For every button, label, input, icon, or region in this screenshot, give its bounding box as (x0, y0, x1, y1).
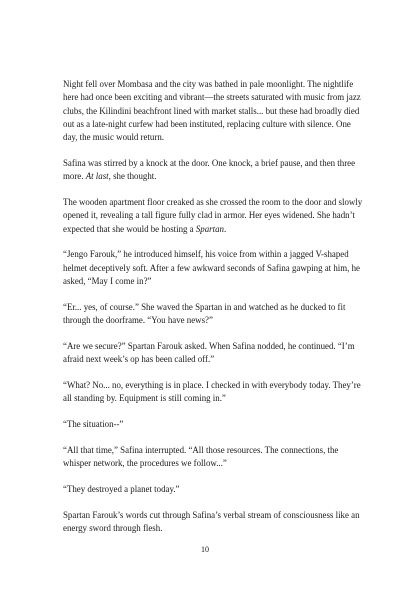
page-number: 10 (201, 545, 209, 554)
text-run: “They destroyed a planet today.” (63, 484, 180, 495)
text-run: “All that time,” Safina interrupted. “All those resources. The connections, the whisper network, the procedures we follow...” (63, 444, 339, 469)
paragraph (63, 157, 363, 184)
paragraph (63, 444, 363, 471)
paragraph (63, 340, 363, 367)
italic-text-run: Spartan (195, 223, 224, 234)
text-run: Safina was stirred by a knock at the door. One knock, a brief pause, and then three more. (63, 157, 356, 182)
text-run: “Jengo Farouk,” he introduced himself, his voice from within a jagged V-shaped helmet deceptively soft. After a few awkward seconds of Safina gawping at him, he asked, “May I come in?” (63, 249, 360, 287)
text-run: “What? No... no, everything is in place. I checked in with everybody today. They’re all standing by. Equipment is still coming in.” (63, 380, 361, 404)
text-run: “Er... yes, of course.” She waved the Spartan in and watched as he ducked to fit through the doorframe. “You have news?” (63, 301, 346, 326)
paragraph (63, 483, 363, 496)
text-run: “The situation--” (63, 419, 124, 430)
paragraph (63, 509, 363, 536)
text-run: “Are we secure?” Spartan Farouk asked. When Safina nodded, he continued. “I’m afraid next week’s op has been called off.” (63, 340, 355, 365)
paragraph (63, 196, 363, 236)
paragraph (63, 418, 363, 431)
text-run: , she thought. (108, 171, 157, 182)
text-run: Night fell over Mombasa and the city was bathed in pale moonlight. The nightlife here had once been exciting and vibrant—the streets saturated with music from jazz clubs, the Kilindini beachfront lined with market stalls... but these had broadly died out as a late-night curfew had been instituted, replacing culture with silence. One day, the music would return. (63, 79, 361, 143)
paragraph (63, 78, 363, 144)
italic-text-run: At last (85, 171, 109, 182)
paragraph (63, 248, 363, 288)
body-text (63, 78, 363, 548)
text-run: . (223, 223, 227, 234)
paragraph (63, 301, 363, 328)
paragraph (63, 379, 363, 406)
text-run: Spartan Farouk’s words cut through Safina’s verbal stream of consciousness like an energy sword through flesh. (63, 509, 360, 534)
text-run: The wooden apartment floor creaked as she crossed the room to the door and slowly opened it, revealing a tall figure fully clad in armor. Her eyes widened. She hadn’t expected that she would be hosting a (63, 197, 363, 234)
